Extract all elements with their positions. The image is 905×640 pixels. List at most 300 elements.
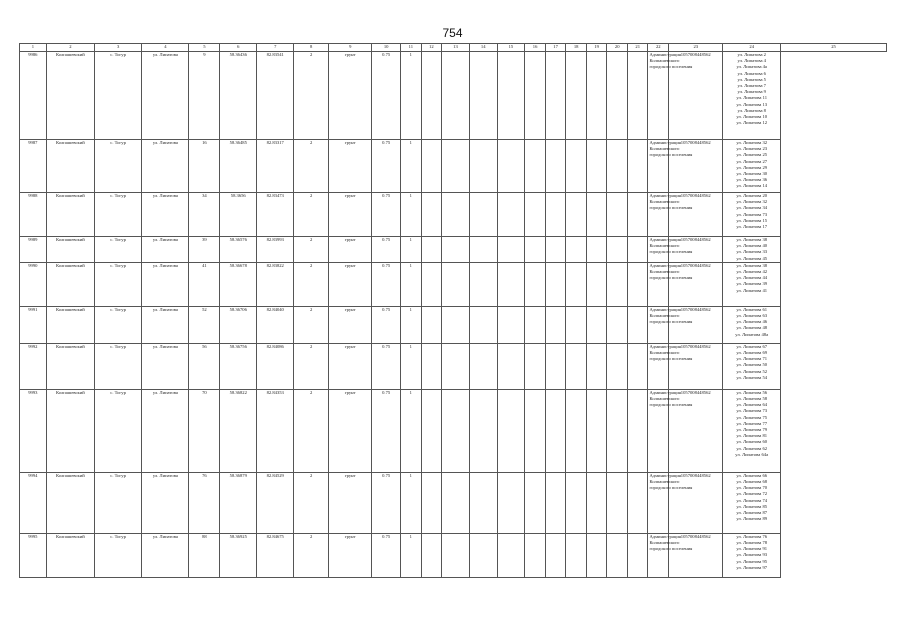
cell-empty bbox=[442, 52, 470, 140]
cell-house: 88 bbox=[189, 533, 220, 577]
cell-street: ул. Липатова bbox=[142, 237, 189, 263]
cell-empty bbox=[497, 343, 525, 389]
owner-line: Колпашевского bbox=[649, 396, 680, 402]
address-line: ул. Липатова 68 bbox=[736, 479, 768, 485]
cell-lon: 82.83541 bbox=[257, 52, 294, 140]
cell-area: 0.75 bbox=[372, 472, 401, 533]
address-line: ул. Липатова 75 bbox=[736, 414, 768, 420]
page-number: 754 bbox=[442, 26, 463, 40]
cell-empty bbox=[442, 193, 470, 237]
address-line: ул. Липатова 91 bbox=[736, 546, 768, 552]
cell-empty bbox=[607, 237, 628, 263]
cell-empty bbox=[566, 193, 587, 237]
cell-empty bbox=[566, 533, 587, 577]
cell-empty bbox=[627, 193, 648, 237]
cell-empty bbox=[525, 237, 546, 263]
address-line: ул. Липатова 73 bbox=[736, 408, 768, 414]
address-line: ул. Липатова 85 bbox=[736, 503, 768, 509]
cell-house: 76 bbox=[189, 472, 220, 533]
cell-empty bbox=[421, 389, 442, 472]
cell-empty bbox=[545, 306, 566, 343]
owner-line: Администрация bbox=[649, 237, 681, 242]
cell-empty bbox=[525, 343, 546, 389]
column-header: 5 bbox=[189, 44, 220, 52]
column-header: 3 bbox=[94, 44, 141, 52]
address-line: ул. Липатова 2 bbox=[737, 52, 766, 57]
cell-addresses bbox=[723, 472, 781, 533]
cell-lat: 58.3656 bbox=[220, 193, 257, 237]
column-header: 11 bbox=[401, 44, 422, 52]
cell-empty bbox=[607, 472, 628, 533]
cell-empty bbox=[607, 262, 628, 306]
address-line: ул. Липатова 38 bbox=[736, 262, 768, 268]
cell-empty bbox=[566, 140, 587, 193]
cell-lat: 58.36576 bbox=[220, 237, 257, 263]
address-line: ул. Липатова 66 bbox=[736, 472, 768, 478]
address-line: ул. Липатова 64а bbox=[735, 451, 769, 457]
cell-num: 1 bbox=[401, 306, 422, 343]
address-line: ул. Липатова 40 bbox=[736, 243, 768, 249]
address-line: ул. Липатова 12 bbox=[736, 120, 768, 126]
owner-line: городского поселения bbox=[649, 402, 693, 408]
owner-line: Колпашевского bbox=[649, 479, 680, 485]
cell-addresses bbox=[723, 262, 781, 306]
cell-empty bbox=[607, 389, 628, 472]
address-line: ул. Липатова 62 bbox=[736, 445, 768, 451]
address-line: ул. Липатова 78 bbox=[736, 540, 768, 546]
address-line: ул. Липатова 77 bbox=[736, 420, 768, 426]
cell-lon: 82.83473 bbox=[257, 193, 294, 237]
address-line: ул. Липатова 27 bbox=[736, 158, 768, 164]
cell-empty bbox=[627, 52, 648, 140]
cell-addresses bbox=[723, 140, 781, 193]
owner-line: Колпашевского bbox=[649, 313, 680, 319]
cell-empty bbox=[586, 343, 607, 389]
address-line: ул. Липатова 89 bbox=[736, 516, 768, 522]
address-line: ул. Липатова 36 bbox=[736, 177, 768, 183]
cell-owner bbox=[648, 193, 693, 237]
cell-empty bbox=[497, 389, 525, 472]
cell-surface: грунт bbox=[329, 237, 372, 263]
cell-addresses bbox=[723, 343, 781, 389]
address-line: ул. Липатова 44 bbox=[736, 275, 768, 281]
column-header: 16 bbox=[525, 44, 546, 52]
table-row bbox=[20, 472, 887, 533]
address-line: ул. Липатова 42 bbox=[736, 269, 768, 275]
registry-table bbox=[19, 43, 887, 578]
cell-street: ул. Липатова bbox=[142, 52, 189, 140]
table-row bbox=[20, 237, 887, 263]
cell-cnt: 2 bbox=[294, 193, 329, 237]
cell-empty bbox=[497, 237, 525, 263]
cell-district: Колпашевский bbox=[46, 533, 94, 577]
column-header: 4 bbox=[142, 44, 189, 52]
column-header: 17 bbox=[545, 44, 566, 52]
table-row bbox=[20, 52, 887, 140]
owner-line: Колпашевского bbox=[649, 269, 680, 275]
cell-empty bbox=[469, 389, 497, 472]
cell-empty bbox=[607, 533, 628, 577]
cell-empty bbox=[525, 193, 546, 237]
address-line: ул. Липатова 33 bbox=[736, 249, 768, 255]
cell-inn: 1057008448562 bbox=[669, 262, 723, 306]
cell-lat: 58.36485 bbox=[220, 140, 257, 193]
cell-area: 0.75 bbox=[372, 262, 401, 306]
cell-empty bbox=[442, 343, 470, 389]
owner-line: Администрация bbox=[649, 533, 681, 539]
cell-surface: грунт bbox=[329, 389, 372, 472]
cell-lat: 58.36706 bbox=[220, 306, 257, 343]
cell-empty bbox=[586, 52, 607, 140]
address-line: ул. Липатова 9 bbox=[737, 89, 766, 95]
cell-owner bbox=[648, 52, 693, 140]
cell-addresses bbox=[723, 306, 781, 343]
cell-num: 1 bbox=[401, 472, 422, 533]
cell-empty bbox=[566, 343, 587, 389]
column-header: 1 bbox=[20, 44, 47, 52]
cell-lat: 58.36436 bbox=[220, 52, 257, 140]
cell-owner bbox=[648, 389, 693, 472]
address-line: ул. Липатова 70 bbox=[736, 485, 768, 491]
cell-inn: 1057008448562 bbox=[669, 389, 723, 472]
cell-empty bbox=[566, 389, 587, 472]
address-line: ул. Липатова 13 bbox=[736, 101, 768, 107]
cell-street: ул. Липатова bbox=[142, 140, 189, 193]
cell-owner bbox=[648, 237, 693, 263]
cell-cnt: 2 bbox=[294, 52, 329, 140]
cell-addresses bbox=[723, 52, 781, 140]
address-line: ул. Липатова 52 bbox=[736, 368, 768, 374]
cell-empty bbox=[469, 262, 497, 306]
cell-street: ул. Липатова bbox=[142, 533, 189, 577]
cell-lat: 58.36822 bbox=[220, 389, 257, 472]
address-line: ул. Липатова 32 bbox=[736, 199, 768, 205]
cell-empty bbox=[421, 306, 442, 343]
cell-surface: грунт bbox=[329, 140, 372, 193]
cell-empty bbox=[607, 306, 628, 343]
cell-no: 9989 bbox=[20, 237, 47, 263]
cell-empty bbox=[607, 343, 628, 389]
owner-line: городского поселения bbox=[649, 205, 693, 211]
cell-empty bbox=[586, 140, 607, 193]
cell-empty bbox=[586, 472, 607, 533]
address-line: ул. Липатова 8 bbox=[737, 107, 766, 113]
address-line: ул. Липатова 34 bbox=[736, 205, 768, 211]
cell-lat: 58.36756 bbox=[220, 343, 257, 389]
cell-area: 0.75 bbox=[372, 140, 401, 193]
cell-street: ул. Липатова bbox=[142, 262, 189, 306]
cell-locality: с. Тогур bbox=[94, 140, 141, 193]
address-line: ул. Липатова 50 bbox=[736, 362, 768, 368]
address-line: ул. Липатова 93 bbox=[736, 552, 768, 558]
cell-locality: с. Тогур bbox=[94, 389, 141, 472]
cell-empty bbox=[469, 52, 497, 140]
table-row bbox=[20, 262, 887, 306]
cell-empty bbox=[469, 306, 497, 343]
cell-empty bbox=[566, 472, 587, 533]
owner-line: Администрация bbox=[649, 262, 681, 268]
cell-owner bbox=[648, 472, 693, 533]
cell-lon: 82.84529 bbox=[257, 472, 294, 533]
cell-cnt: 2 bbox=[294, 237, 329, 263]
cell-locality: с. Тогур bbox=[94, 262, 141, 306]
cell-empty bbox=[525, 533, 546, 577]
address-line: ул. Липатова 81 bbox=[736, 433, 768, 439]
column-header: 2 bbox=[46, 44, 94, 52]
owner-line: Колпашевского bbox=[649, 58, 680, 64]
cell-locality: с. Тогур bbox=[94, 193, 141, 237]
cell-house: 39 bbox=[189, 237, 220, 263]
cell-empty bbox=[525, 140, 546, 193]
address-line: ул. Липатова 29 bbox=[736, 164, 768, 170]
cell-empty bbox=[586, 237, 607, 263]
cell-empty bbox=[545, 140, 566, 193]
cell-empty bbox=[469, 237, 497, 263]
cell-empty bbox=[566, 52, 587, 140]
address-line: ул. Липатова 38 bbox=[736, 237, 768, 242]
cell-empty bbox=[627, 237, 648, 263]
cell-locality: с. Тогур bbox=[94, 237, 141, 263]
cell-no: 9994 bbox=[20, 472, 47, 533]
address-line: ул. Липатова 74 bbox=[736, 497, 768, 503]
column-header: 23 bbox=[669, 44, 723, 52]
column-header: 13 bbox=[442, 44, 470, 52]
address-line: ул. Липатова 60 bbox=[736, 439, 768, 445]
address-line: ул. Липатова 41 bbox=[736, 287, 768, 293]
cell-empty bbox=[525, 472, 546, 533]
cell-inn: 1057008448562 bbox=[669, 140, 723, 193]
cell-cnt: 2 bbox=[294, 140, 329, 193]
cell-empty bbox=[442, 389, 470, 472]
owner-line: Колпашевского bbox=[649, 350, 680, 356]
cell-cnt: 2 bbox=[294, 389, 329, 472]
cell-street: ул. Липатова bbox=[142, 472, 189, 533]
address-line: ул. Липатова 56 bbox=[736, 389, 768, 395]
cell-district: Колпашевский bbox=[46, 343, 94, 389]
address-line: ул. Липатова 73 bbox=[736, 211, 768, 217]
cell-district: Колпашевский bbox=[46, 472, 94, 533]
address-line: ул. Липатова 54 bbox=[736, 374, 768, 380]
cell-empty bbox=[525, 306, 546, 343]
cell-empty bbox=[421, 262, 442, 306]
cell-empty bbox=[627, 306, 648, 343]
table-body bbox=[20, 52, 887, 578]
table-row bbox=[20, 306, 887, 343]
cell-num: 1 bbox=[401, 262, 422, 306]
address-line: ул. Липатова 58 bbox=[736, 396, 768, 402]
cell-empty bbox=[442, 237, 470, 263]
cell-cnt: 2 bbox=[294, 533, 329, 577]
cell-num: 1 bbox=[401, 389, 422, 472]
cell-house: 56 bbox=[189, 343, 220, 389]
cell-lon: 82.84353 bbox=[257, 389, 294, 472]
address-line: ул. Липатова 6 bbox=[737, 70, 766, 76]
address-line: ул. Липатова 97 bbox=[736, 564, 768, 570]
cell-owner bbox=[648, 533, 693, 577]
cell-empty bbox=[586, 389, 607, 472]
address-line: ул. Липатова 64 bbox=[736, 402, 768, 408]
owner-line: городского поселения bbox=[649, 249, 693, 255]
cell-surface: грунт bbox=[329, 193, 372, 237]
cell-no: 9986 bbox=[20, 52, 47, 140]
cell-inn: 1057008448562 bbox=[669, 533, 723, 577]
cell-area: 0.75 bbox=[372, 533, 401, 577]
address-line: ул. Липатова 5 bbox=[737, 76, 766, 82]
owner-line: городского поселения bbox=[649, 485, 693, 491]
cell-owner bbox=[648, 343, 693, 389]
cell-district: Колпашевский bbox=[46, 306, 94, 343]
cell-empty bbox=[442, 533, 470, 577]
owner-line: Администрация bbox=[649, 140, 681, 145]
cell-no: 9991 bbox=[20, 306, 47, 343]
cell-empty bbox=[566, 237, 587, 263]
cell-no: 9993 bbox=[20, 389, 47, 472]
address-line: ул. Липатова 69 bbox=[736, 350, 768, 356]
table-row bbox=[20, 140, 887, 193]
column-header: 8 bbox=[294, 44, 329, 52]
cell-inn: 1057008448562 bbox=[669, 306, 723, 343]
cell-empty bbox=[586, 306, 607, 343]
column-header: 21 bbox=[627, 44, 648, 52]
cell-empty bbox=[421, 472, 442, 533]
cell-surface: грунт bbox=[329, 533, 372, 577]
address-line: ул. Липатова 23 bbox=[736, 146, 768, 152]
cell-inn: 1057008448562 bbox=[669, 237, 723, 263]
cell-empty bbox=[545, 52, 566, 140]
address-line: ул. Липатова 48 bbox=[736, 325, 768, 331]
table-row bbox=[20, 533, 887, 577]
cell-empty bbox=[545, 533, 566, 577]
column-header: 15 bbox=[497, 44, 525, 52]
address-line: ул. Липатова 4 bbox=[737, 58, 766, 64]
address-line: ул. Липатова 39 bbox=[736, 281, 768, 287]
address-line: ул. Липатова 11 bbox=[736, 95, 768, 101]
cell-num: 1 bbox=[401, 193, 422, 237]
cell-empty bbox=[497, 472, 525, 533]
cell-lon: 82.83993 bbox=[257, 237, 294, 263]
cell-house: 9 bbox=[189, 52, 220, 140]
cell-empty bbox=[545, 237, 566, 263]
column-header: 6 bbox=[220, 44, 257, 52]
cell-no: 9995 bbox=[20, 533, 47, 577]
address-line: ул. Липатова 20 bbox=[736, 193, 768, 198]
owner-line: городского поселения bbox=[649, 275, 693, 281]
cell-empty bbox=[586, 533, 607, 577]
cell-district: Колпашевский bbox=[46, 237, 94, 263]
cell-num: 1 bbox=[401, 237, 422, 263]
cell-locality: с. Тогур bbox=[94, 533, 141, 577]
owner-line: городского поселения bbox=[649, 319, 693, 325]
cell-addresses bbox=[723, 389, 781, 472]
cell-empty bbox=[442, 306, 470, 343]
cell-lat: 58.36879 bbox=[220, 472, 257, 533]
cell-locality: с. Тогур bbox=[94, 306, 141, 343]
owner-line: Администрация bbox=[649, 472, 681, 478]
cell-empty bbox=[421, 52, 442, 140]
cell-empty bbox=[627, 472, 648, 533]
cell-surface: грунт bbox=[329, 306, 372, 343]
cell-addresses bbox=[723, 237, 781, 263]
cell-house: 34 bbox=[189, 193, 220, 237]
cell-empty bbox=[469, 472, 497, 533]
cell-owner bbox=[648, 262, 693, 306]
cell-num: 1 bbox=[401, 140, 422, 193]
cell-empty bbox=[607, 193, 628, 237]
cell-empty bbox=[545, 262, 566, 306]
cell-empty bbox=[545, 193, 566, 237]
address-line: ул. Липатова 95 bbox=[736, 558, 768, 564]
address-line: ул. Липатова 48а bbox=[735, 331, 769, 337]
address-line: ул. Липатова 17 bbox=[736, 224, 768, 230]
address-line: ул. Липатова 4а bbox=[736, 64, 767, 70]
address-line: ул. Липатова 87 bbox=[736, 510, 768, 516]
cell-area: 0.75 bbox=[372, 343, 401, 389]
address-line: ул. Липатова 63 bbox=[736, 313, 768, 319]
table-row bbox=[20, 343, 887, 389]
cell-addresses bbox=[723, 533, 781, 577]
cell-empty bbox=[421, 237, 442, 263]
cell-num: 1 bbox=[401, 533, 422, 577]
cell-empty bbox=[497, 262, 525, 306]
cell-empty bbox=[627, 389, 648, 472]
cell-house: 70 bbox=[189, 389, 220, 472]
column-header: 12 bbox=[421, 44, 442, 52]
cell-empty bbox=[545, 343, 566, 389]
cell-owner bbox=[648, 306, 693, 343]
owner-line: Администрация bbox=[649, 52, 681, 57]
cell-empty bbox=[442, 472, 470, 533]
cell-locality: с. Тогур bbox=[94, 343, 141, 389]
cell-house: 41 bbox=[189, 262, 220, 306]
cell-lon: 82.83822 bbox=[257, 262, 294, 306]
cell-cnt: 2 bbox=[294, 343, 329, 389]
address-line: ул. Липатова 46 bbox=[736, 319, 768, 325]
cell-empty bbox=[627, 343, 648, 389]
cell-lon: 82.84086 bbox=[257, 343, 294, 389]
address-line: ул. Липатова 15 bbox=[736, 217, 768, 223]
cell-empty bbox=[525, 52, 546, 140]
owner-line: городского поселения bbox=[649, 546, 693, 552]
address-line: ул. Липатова 72 bbox=[736, 491, 768, 497]
cell-area: 0.75 bbox=[372, 193, 401, 237]
cell-empty bbox=[469, 343, 497, 389]
cell-street: ул. Липатова bbox=[142, 306, 189, 343]
cell-empty bbox=[421, 343, 442, 389]
cell-empty bbox=[469, 193, 497, 237]
address-line: ул. Липатова 10 bbox=[736, 114, 768, 120]
cell-area: 0.75 bbox=[372, 52, 401, 140]
cell-inn: 1057008448562 bbox=[669, 472, 723, 533]
owner-line: Колпашевского bbox=[649, 243, 680, 249]
cell-district: Колпашевский bbox=[46, 52, 94, 140]
address-line: ул. Липатова 14 bbox=[736, 183, 768, 189]
table-header-row bbox=[20, 44, 887, 52]
cell-empty bbox=[525, 389, 546, 472]
cell-empty bbox=[566, 262, 587, 306]
column-header: 25 bbox=[780, 44, 886, 52]
owner-line: Администрация bbox=[649, 193, 681, 198]
cell-empty bbox=[497, 140, 525, 193]
cell-empty bbox=[469, 533, 497, 577]
cell-surface: грунт bbox=[329, 262, 372, 306]
address-line: ул. Липатова 7 bbox=[737, 83, 766, 89]
column-header: 20 bbox=[607, 44, 628, 52]
cell-district: Колпашевский bbox=[46, 262, 94, 306]
address-line: ул. Липатова 67 bbox=[736, 343, 768, 349]
column-header: 14 bbox=[469, 44, 497, 52]
cell-empty bbox=[627, 140, 648, 193]
cell-house: 16 bbox=[189, 140, 220, 193]
